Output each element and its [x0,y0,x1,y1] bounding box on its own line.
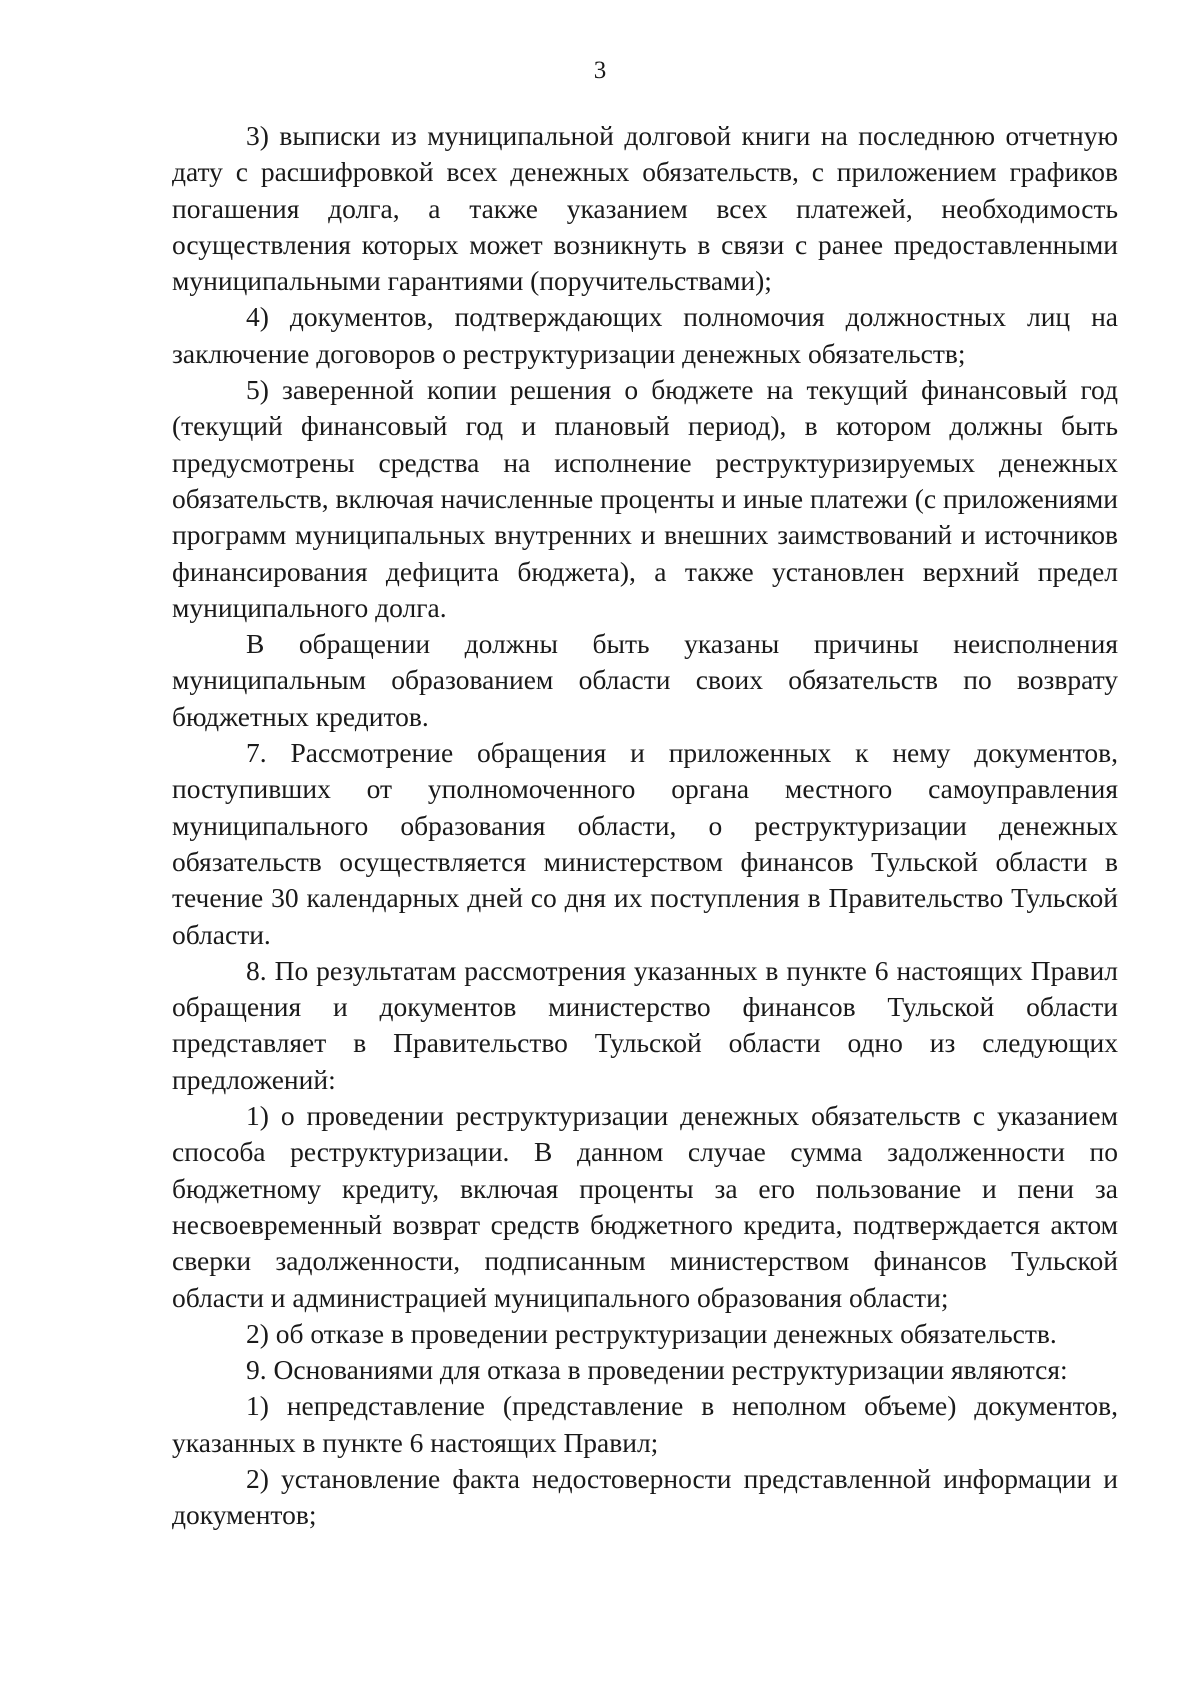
page-number: 3 [593,57,607,84]
paragraph-clause-9-item-1: 1) непредставление (представление в неполном объеме) документов, указанных в пункте 6 настоящих Правил; [172,1390,1118,1458]
paragraph-item-3: 3) выписки из муниципальной долговой книги на последнюю отчетную дату с расшифровкой всех денежных обязательств, с приложением графиков погашения долга, а также указанием всех платежей, необходимость осуществления которых может возникнуть в связи с ранее предоставленными муниципальными гарантиями (поручительствами); [172,120,1118,297]
paragraph-item-4: 4) документов, подтверждающих полномочия должностных лиц на заключение договоров о реструктуризации денежных обязательств; [172,301,1118,369]
paragraph-clause-8-item-1: 1) о проведении реструктуризации денежных обязательств с указанием способа реструктуризации. В данном случае сумма задолженности по бюджетному кредиту, включая проценты за его пользование и пени за несвоевременный возврат средств бюджетного кредита, подтверждается актом сверки задолженности, подписанным министерством финансов Тульской области и администрацией муниципального образования области; [172,1100,1118,1313]
paragraph-clause-7: 7. Рассмотрение обращения и приложенных к нему документов, поступивших от уполномоченного органа местного самоуправления муниципального образования области, о реструктуризации денежных обязательств осуществляется министерством финансов Тульской области в течение 30 календарных дней со дня их поступления в Правительство Тульской области. [172,737,1118,950]
paragraph-clause-9-item-2: 2) установление факта недостоверности представленной информации и документов; [172,1462,1118,1531]
paragraph-clause-8-item-2: 2) об отказе в проведении реструктуризации денежных обязательств. [246,1317,1057,1349]
paragraph-appeal-reasons: В обращении должны быть указаны причины неисполнения муниципальным образованием области своих обязательств по возврату бюджетных кредитов. [172,628,1118,732]
paragraph-clause-9: 9. Основаниями для отказа в проведении реструктуризации являются: [246,1354,1068,1386]
paragraph-clause-8: 8. По результатам рассмотрения указанных в пункте 6 настоящих Правил обращения и документов министерство финансов Тульской области представляет в Правительство Тульской области одно из следующих предложений: [172,954,1118,1095]
document-body [172,118,1118,1534]
paragraph-item-5: 5) заверенной копии решения о бюджете на текущий финансовый год (текущий финансовый год и плановый период), в котором должны быть предусмотрены средства на исполнение реструктуризируемых денежных обязательств, включая начисленные проценты и иные платежи (с приложениями программ муниципальных внутренних и внешних заимствований и источников финансирования дефицита бюджета), а также установлен верхний предел муниципального долга. [172,374,1118,623]
